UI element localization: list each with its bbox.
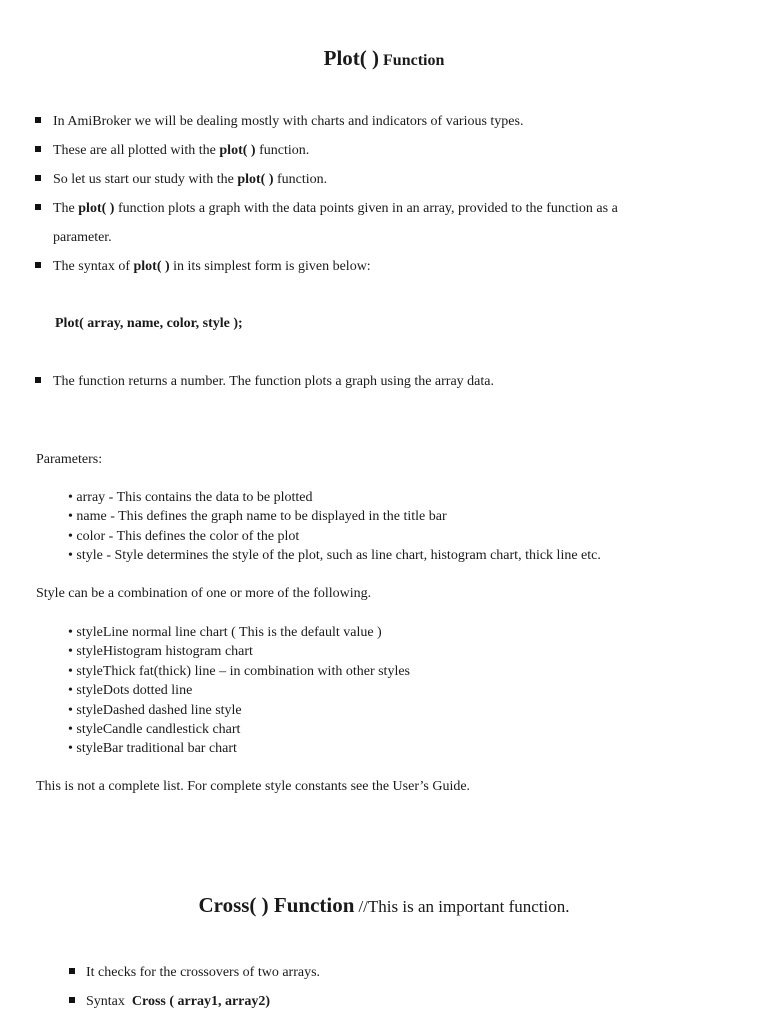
style-item: • styleBar traditional bar chart	[68, 741, 237, 757]
parameter-item: • array - This contains the data to be plotted	[68, 490, 313, 505]
bullet-marker	[35, 262, 41, 268]
bullet-marker	[35, 175, 41, 181]
bullet-text: In AmiBroker we will be dealing mostly with charts and indicators of various types.	[53, 114, 524, 129]
bullet-text: The	[53, 201, 79, 216]
list-item-continuation: parameter.	[53, 230, 112, 245]
list-item	[86, 993, 270, 1011]
list-item	[53, 200, 618, 218]
bullet-text: function.	[273, 172, 328, 187]
list-item: It checks for the crossovers of two arrays.	[86, 965, 321, 980]
style-item: • styleHistogram histogram chart	[68, 644, 253, 660]
list-item	[53, 171, 327, 189]
style-item: • styleDashed dashed line style	[68, 702, 242, 718]
parameter-item: • style - Style determines the style of the plot, such as line chart, histogram chart, thick line etc.	[68, 548, 601, 564]
list-item: The function returns a number. The function plots a graph using the array data.	[53, 374, 494, 389]
bullet-marker	[69, 997, 75, 1003]
bullet-keyword: plot( )	[78, 201, 115, 216]
parameter-item: • name - This defines the graph name to be displayed in the title bar	[68, 509, 447, 525]
style-intro: Style can be a combination of one or more of the following.	[36, 586, 372, 601]
bullet-marker	[35, 377, 41, 383]
bullet-marker	[69, 968, 75, 974]
parameters-list	[68, 488, 601, 566]
plot-section-title	[0, 46, 768, 71]
list-item	[53, 142, 309, 160]
style-list	[68, 623, 410, 759]
cross-section-title	[0, 893, 768, 918]
plot-title-sub: Function	[383, 52, 445, 69]
parameter-item: • color - This defines the color of the plot	[68, 528, 300, 544]
style-item: • styleCandle candlestick chart	[68, 722, 241, 738]
bullet-marker	[35, 117, 41, 123]
style-item: • styleDots dotted line	[68, 683, 193, 699]
bullet-text: in its simplest form is given below:	[169, 259, 371, 274]
bullet-keyword: Cross ( array1, array2)	[131, 994, 271, 1009]
bullet-marker	[35, 146, 41, 152]
bullet-marker	[35, 204, 41, 210]
list-item	[53, 113, 523, 131]
syntax-line: Plot( array, name, color, style );	[55, 316, 243, 331]
bullet-keyword: plot( )	[133, 259, 170, 274]
cross-title-sub: //This is an important function.	[358, 897, 570, 916]
list-item	[53, 258, 371, 276]
bullet-keyword: plot( )	[219, 143, 256, 158]
style-note: This is not a complete list. For complete style constants see the User’s Guide.	[36, 779, 471, 794]
bullet-text: So let us start our study with the	[53, 172, 238, 187]
bullet-text: function plots a graph with the data points given in an array, provided to the function as a	[114, 201, 618, 216]
parameters-label: Parameters:	[36, 452, 103, 467]
bullet-text: Syntax	[86, 994, 132, 1009]
bullet-text: function.	[255, 143, 310, 158]
style-item: • styleThick fat(thick) line – in combination with other styles	[68, 663, 410, 679]
bullet-text: The syntax of	[53, 259, 134, 274]
plot-title-main: Plot( )	[323, 46, 380, 70]
style-item: • styleLine normal line chart ( This is the default value )	[68, 625, 382, 640]
cross-title-main: Cross( ) Function	[198, 893, 355, 917]
bullet-keyword: plot( )	[237, 172, 274, 187]
bullet-text: These are all plotted with the	[53, 143, 220, 158]
